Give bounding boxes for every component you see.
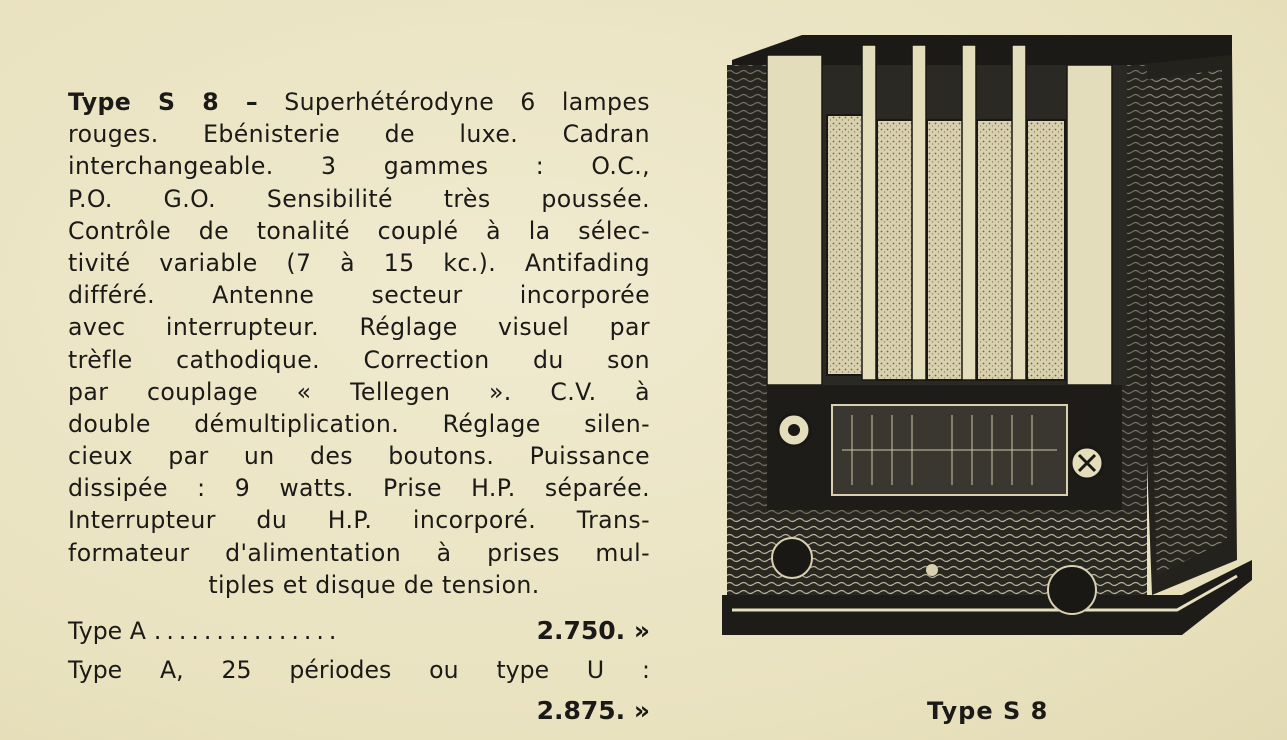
type-a-price: 2.750. » — [536, 616, 650, 645]
description-line-3: interchangeable. 3 gammes : O.C., — [68, 152, 650, 181]
price-list — [68, 616, 650, 736]
description-line-4: P.O. G.O. Sensibilité très poussée. — [68, 184, 650, 213]
illustration-caption: Type S 8 — [927, 697, 1049, 725]
price-row-type-a — [68, 616, 650, 656]
description-text — [68, 86, 650, 601]
description-line-13: dissipée : 9 watts. Prise H.P. séparée. — [68, 474, 650, 503]
description-line-1: Type S 8 – Superhétérodyne 6 lampes — [68, 88, 650, 116]
description-line-15: formateur d'alimentation à prises mul- — [68, 538, 650, 567]
description-line-12: cieux par un des boutons. Puissance — [68, 442, 650, 471]
radio-cabinet-illustration — [712, 20, 1257, 690]
description-line-11: double démultiplication. Réglage silen- — [68, 409, 650, 438]
description-line-2: rouges. Ebénisterie de luxe. Cadran — [68, 120, 650, 149]
description-line-16: tiples et disque de tension. — [208, 570, 540, 599]
description-line-9: trèfle cathodique. Correction du son — [68, 345, 650, 374]
description-line-8: avec interrupteur. Réglage visuel par — [68, 313, 650, 342]
leader-dots: ............... — [153, 617, 342, 645]
type-a25-label: Type A, 25 périodes ou type U : — [68, 656, 650, 684]
description-line-6: tivité variable (7 à 15 kc.). Antifading — [68, 248, 650, 277]
description-line-5: Contrôle de tonalité couplé à la sélec- — [68, 216, 650, 245]
description-line-14: Interrupteur du H.P. incorporé. Trans- — [68, 506, 650, 535]
description-line-7: différé. Antenne secteur incorporée — [68, 281, 650, 310]
model-name: Type S 8 – — [68, 88, 259, 116]
description-line-10: par couplage « Tellegen ». C.V. à — [68, 377, 650, 406]
type-a25-price: 2.875. » — [536, 696, 650, 725]
type-a-label: Type A — [68, 617, 146, 645]
